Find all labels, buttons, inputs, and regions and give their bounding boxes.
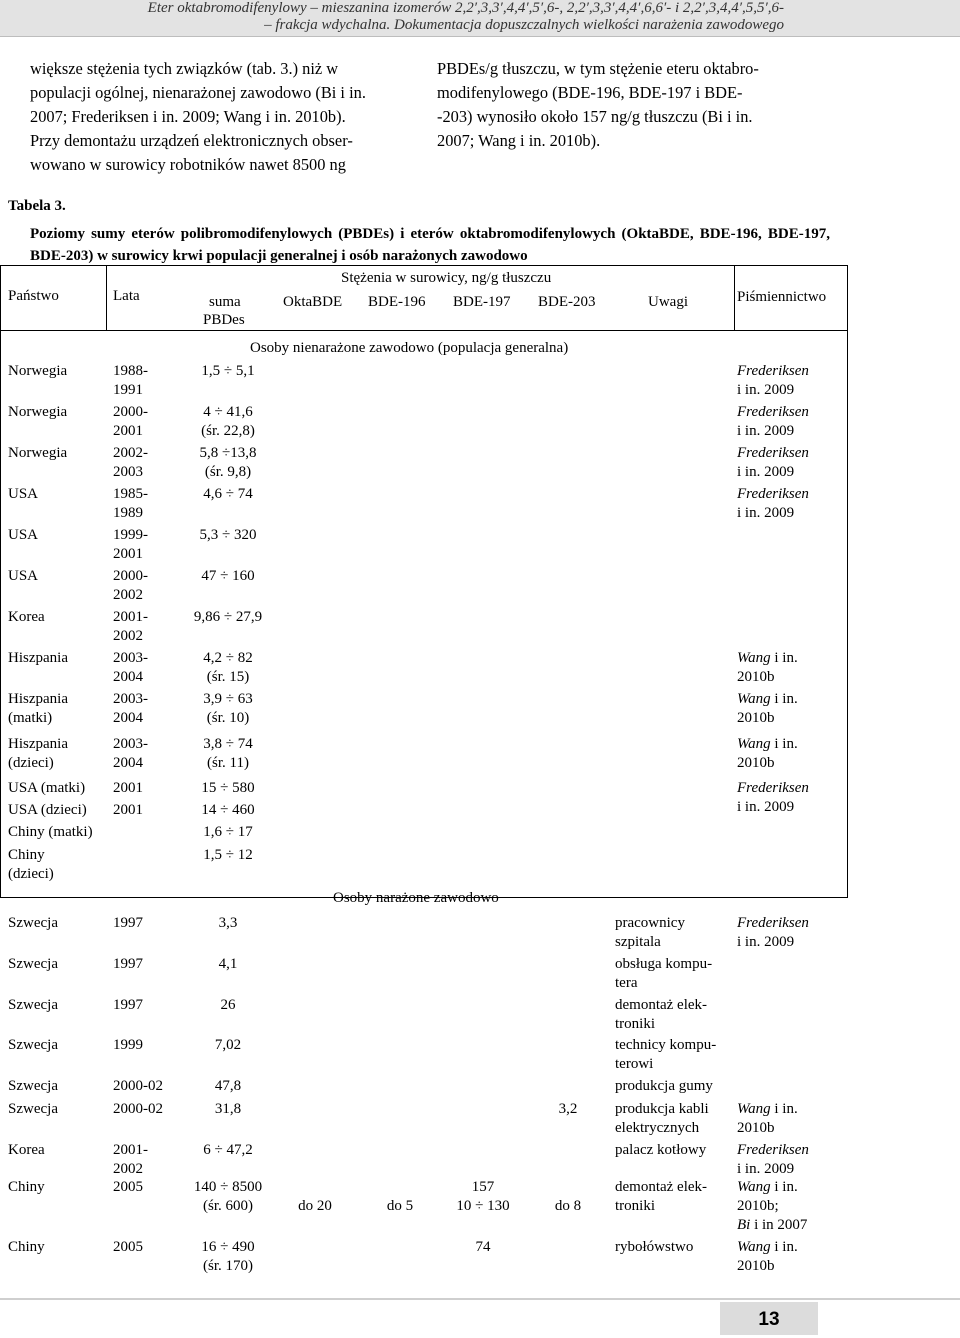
cell-country: Szwecja: [8, 956, 58, 972]
cell-years-2: 2002: [113, 587, 143, 603]
cell-country: Chiny: [8, 1239, 45, 1255]
cell-sum: 5,8 ÷13,8: [199, 445, 257, 461]
cell-sum: 4,6 ÷ 74: [203, 486, 253, 502]
cell-notes-2: szpitala: [615, 934, 661, 950]
cell-notes: produkcja kabli: [615, 1101, 709, 1117]
cell-years-2: 1991: [113, 382, 143, 398]
cell-sum: 31,8: [214, 1101, 242, 1117]
cell-reference: Frederiksen: [737, 915, 809, 931]
cell-sum: 47,8: [214, 1078, 242, 1094]
cell-country: USA: [8, 486, 39, 502]
cell-reference: Frederiksen: [737, 404, 809, 420]
header-sum: suma: [209, 294, 241, 310]
cell-years: 2001: [113, 802, 143, 818]
header-divider: [1, 330, 847, 331]
cell-years: 1988-: [113, 363, 148, 379]
cell-years-2: 2001: [113, 423, 143, 439]
cell-years: 2005: [113, 1239, 143, 1255]
cell-country: Szwecja: [8, 1101, 58, 1117]
cell-reference: Wang i in.: [737, 650, 798, 666]
cell-years-2: 2004: [113, 755, 143, 771]
cell-reference-2: 2010b: [737, 710, 775, 726]
header-okta: OktaBDE: [283, 294, 343, 310]
cell-country: USA: [8, 568, 39, 584]
cell-years: 2000-02: [113, 1078, 163, 1094]
cell-country: Norwegia: [8, 404, 68, 420]
running-header: [0, 0, 960, 37]
header-bde197: BDE-197: [453, 294, 511, 310]
cell-sum-2: (śr. 22,8): [201, 423, 255, 439]
cell-years-2: 2002: [113, 628, 143, 644]
cell-country: USA (dzieci): [8, 802, 87, 818]
cell-bde196: do 5: [386, 1198, 414, 1214]
cell-sum-2: (śr. 170): [203, 1258, 253, 1274]
cell-years-2: 2003: [113, 464, 143, 480]
cell-sum: 16 ÷ 490: [201, 1239, 255, 1255]
cell-reference: Frederiksen: [737, 445, 809, 461]
cell-notes: obsługa kompu-: [615, 956, 713, 972]
text-line: wowano w surowicy robotników nawet 8500 ng: [30, 155, 346, 174]
cell-reference-2: i in. 2009: [737, 505, 795, 521]
cell-country: Hiszpania: [8, 650, 68, 666]
cell-reference: Frederiksen: [737, 780, 809, 796]
cell-years: 2000-: [113, 568, 148, 584]
cell-sum: 6 ÷ 47,2: [203, 1142, 253, 1158]
cell-sum: 4 ÷ 41,6: [203, 404, 253, 420]
cell-sum-2: (śr. 9,8): [204, 464, 252, 480]
header-bde196: BDE-196: [368, 294, 426, 310]
cell-reference-2: 2010b: [737, 669, 775, 685]
cell-sum: 3,3: [218, 915, 238, 931]
cell-country: Chiny (matki): [8, 824, 93, 840]
text-line: populacji ogólnej, nienarażonej zawodowo (Bi i in.: [30, 83, 366, 102]
cell-bde203: do 8: [554, 1198, 582, 1214]
cell-years: 1997: [113, 997, 143, 1013]
header-notes: Uwagi: [648, 294, 688, 310]
table-title: Poziomy sumy eterów polibromodifenylowych (PBDEs) i eterów oktabromodifenylowych (OktaBDE, BDE-196, BDE-197, BDE-203) w surowicy krwi populacji generalnej i osób narażonych zawodowo: [30, 226, 830, 264]
cell-country: USA: [8, 527, 39, 543]
cell-country: Hiszpania: [8, 691, 68, 707]
cell-reference: Frederiksen: [737, 1142, 809, 1158]
cell-notes: technicy kompu-: [615, 1037, 717, 1053]
cell-reference: Frederiksen: [737, 363, 809, 379]
cell-years-2: 2004: [113, 710, 143, 726]
cell-sum-2: (śr. 11): [207, 755, 249, 771]
cell-notes: demontaż elek-: [615, 1179, 708, 1195]
cell-sum: 140 ÷ 8500: [193, 1179, 263, 1195]
col-divider: [106, 266, 107, 330]
cell-bde197-2: 10 ÷ 130: [456, 1198, 510, 1214]
cell-years: 1997: [113, 956, 143, 972]
cell-country: Chiny: [8, 1179, 45, 1195]
cell-notes-2: troniki: [615, 1198, 655, 1214]
cell-years-2: 2002: [113, 1161, 143, 1177]
cell-notes-2: troniki: [615, 1016, 655, 1032]
cell-sum: 14 ÷ 460: [201, 802, 255, 818]
cell-notes: demontaż elek-: [615, 997, 708, 1013]
section-general-population: Osoby nienarażone zawodowo (populacja generalna): [250, 340, 569, 356]
cell-notes: pracownicy: [615, 915, 685, 931]
cell-reference: Wang i in.: [737, 691, 798, 707]
header-group: Stężenia w surowicy, ng/g tłuszczu: [341, 270, 552, 286]
cell-years: 2003-: [113, 736, 148, 752]
section-occupational: Osoby narażone zawodowo: [333, 890, 499, 906]
body-left-column: [30, 57, 410, 177]
cell-sum: 3,8 ÷ 74: [203, 736, 253, 752]
table-caption: Tabela 3.: [8, 198, 66, 214]
cell-sum-2: (śr. 10): [206, 710, 250, 726]
text-line: modifenylowego (BDE-196, BDE-197 i BDE-: [437, 83, 743, 102]
cell-notes: produkcja gumy: [615, 1078, 713, 1094]
text-line: Przy demontażu urządzeń elektronicznych obser-: [30, 131, 353, 150]
text-line: 2007; Frederiksen i in. 2009; Wang i in. 2010b).: [30, 107, 346, 126]
cell-years-2: 2001: [113, 546, 143, 562]
cell-years: 1999: [113, 1037, 143, 1053]
cell-years-2: 2004: [113, 669, 143, 685]
text-line: PBDEs/g tłuszczu, w tym stężenie eteru oktabro-: [437, 59, 759, 78]
cell-okta: do 20: [298, 1198, 332, 1214]
cell-reference: Wang i in.: [737, 1239, 798, 1255]
cell-reference: Wang i in.: [737, 1179, 798, 1195]
cell-years: 2001: [113, 780, 143, 796]
cell-reference: Frederiksen: [737, 486, 809, 502]
cell-years: 2003-: [113, 650, 148, 666]
cell-years: 2001-: [113, 609, 148, 625]
cell-country: Norwegia: [8, 363, 68, 379]
cell-sum: 9,86 ÷ 27,9: [193, 609, 263, 625]
cell-country: Chiny: [8, 847, 45, 863]
cell-years: 2000-02: [113, 1101, 163, 1117]
cell-country: Korea: [8, 1142, 45, 1158]
header-sum-2: PBDes: [203, 312, 245, 328]
header-country: Państwo: [8, 288, 59, 304]
cell-sum: 47 ÷ 160: [201, 568, 255, 584]
cell-years: 2000-: [113, 404, 148, 420]
cell-notes: palacz kotłowy: [615, 1142, 707, 1158]
cell-years: 2005: [113, 1179, 143, 1195]
page-number: 13: [720, 1302, 818, 1335]
cell-sum: 1,5 ÷ 5,1: [201, 363, 255, 379]
text-line: większe stężenia tych związków (tab. 3.) niż w: [30, 59, 339, 78]
header-bde203: BDE-203: [538, 294, 596, 310]
cell-sum: 3,9 ÷ 63: [203, 691, 253, 707]
cell-country: Korea: [8, 609, 45, 625]
cell-reference: Wang i in.: [737, 1101, 798, 1117]
cell-years: 2002-: [113, 445, 148, 461]
cell-bde203: 3,2: [558, 1101, 578, 1117]
header-years: Lata: [113, 288, 140, 304]
cell-country: USA (matki): [8, 780, 86, 796]
header-line-2: – frakcja wdychalna. Dokumentacja dopuszczalnych wielkości narażenia zawodowego: [264, 17, 784, 33]
cell-country: Norwegia: [8, 445, 68, 461]
cell-reference-3: Bi i in 2007: [737, 1217, 808, 1233]
text-line: 2007; Wang i in. 2010b).: [437, 131, 601, 150]
cell-reference-2: i in. 2009: [737, 423, 795, 439]
header-line-1: Eter oktabromodifenylowy – mieszanina izomerów 2,2′,3,3′,4,4′,5′,6-, 2,2′,3,3′,4,4′,6,6′- i 2,2′,3,4,4′,5,5′,6-: [147, 0, 784, 16]
cell-sum: 26: [220, 997, 236, 1013]
cell-reference-2: i in. 2009: [737, 1161, 795, 1177]
cell-sum-2: (śr. 600): [203, 1198, 253, 1214]
cell-years-2: 1989: [113, 505, 143, 521]
cell-notes: rybołówstwo: [615, 1239, 694, 1255]
cell-reference-2: i in. 2009: [737, 382, 795, 398]
cell-country-2: (dzieci): [8, 755, 54, 771]
cell-reference-2: i in. 2009: [737, 464, 795, 480]
cell-country-2: (matki): [8, 710, 53, 726]
cell-years: 1985-: [113, 486, 148, 502]
cell-country: Hiszpania: [8, 736, 68, 752]
cell-notes-2: elektrycznych: [615, 1120, 700, 1136]
cell-years: 1997: [113, 915, 143, 931]
cell-country: Szwecja: [8, 915, 58, 931]
header-literature: Piśmiennictwo: [737, 289, 827, 305]
cell-sum: 7,02: [214, 1037, 242, 1053]
cell-sum: 1,5 ÷ 12: [203, 847, 253, 863]
cell-country: Szwecja: [8, 1078, 58, 1094]
footer-rule: [0, 1298, 960, 1300]
body-right-column: [437, 57, 817, 153]
cell-reference-2: 2010b;: [737, 1198, 779, 1214]
cell-sum-2: (śr. 15): [206, 669, 250, 685]
text-line: -203) wynosiło około 157 ng/g tłuszczu (Bi i in.: [437, 107, 753, 126]
cell-sum: 1,6 ÷ 17: [203, 824, 253, 840]
cell-country: Szwecja: [8, 997, 58, 1013]
cell-reference-2: 2010b: [737, 1258, 775, 1274]
cell-reference-2: 2010b: [737, 755, 775, 771]
cell-bde197-2: 74: [475, 1239, 491, 1255]
col-divider: [734, 266, 735, 330]
cell-years: 2001-: [113, 1142, 148, 1158]
cell-sum: 4,1: [218, 956, 238, 972]
cell-bde197: 157: [471, 1179, 495, 1195]
cell-notes-2: tera: [615, 975, 638, 991]
cell-reference-2: i in. 2009: [737, 934, 795, 950]
cell-reference-2: 2010b: [737, 1120, 775, 1136]
cell-reference-2: i in. 2009: [737, 799, 795, 815]
cell-years: 1999-: [113, 527, 148, 543]
cell-sum: 4,2 ÷ 82: [203, 650, 253, 666]
cell-sum: 15 ÷ 580: [201, 780, 255, 796]
cell-notes-2: terowi: [615, 1056, 654, 1072]
cell-country-2: (dzieci): [8, 866, 54, 882]
cell-reference: Wang i in.: [737, 736, 798, 752]
cell-country: Szwecja: [8, 1037, 58, 1053]
cell-years: 2003-: [113, 691, 148, 707]
cell-sum: 5,3 ÷ 320: [199, 527, 257, 543]
